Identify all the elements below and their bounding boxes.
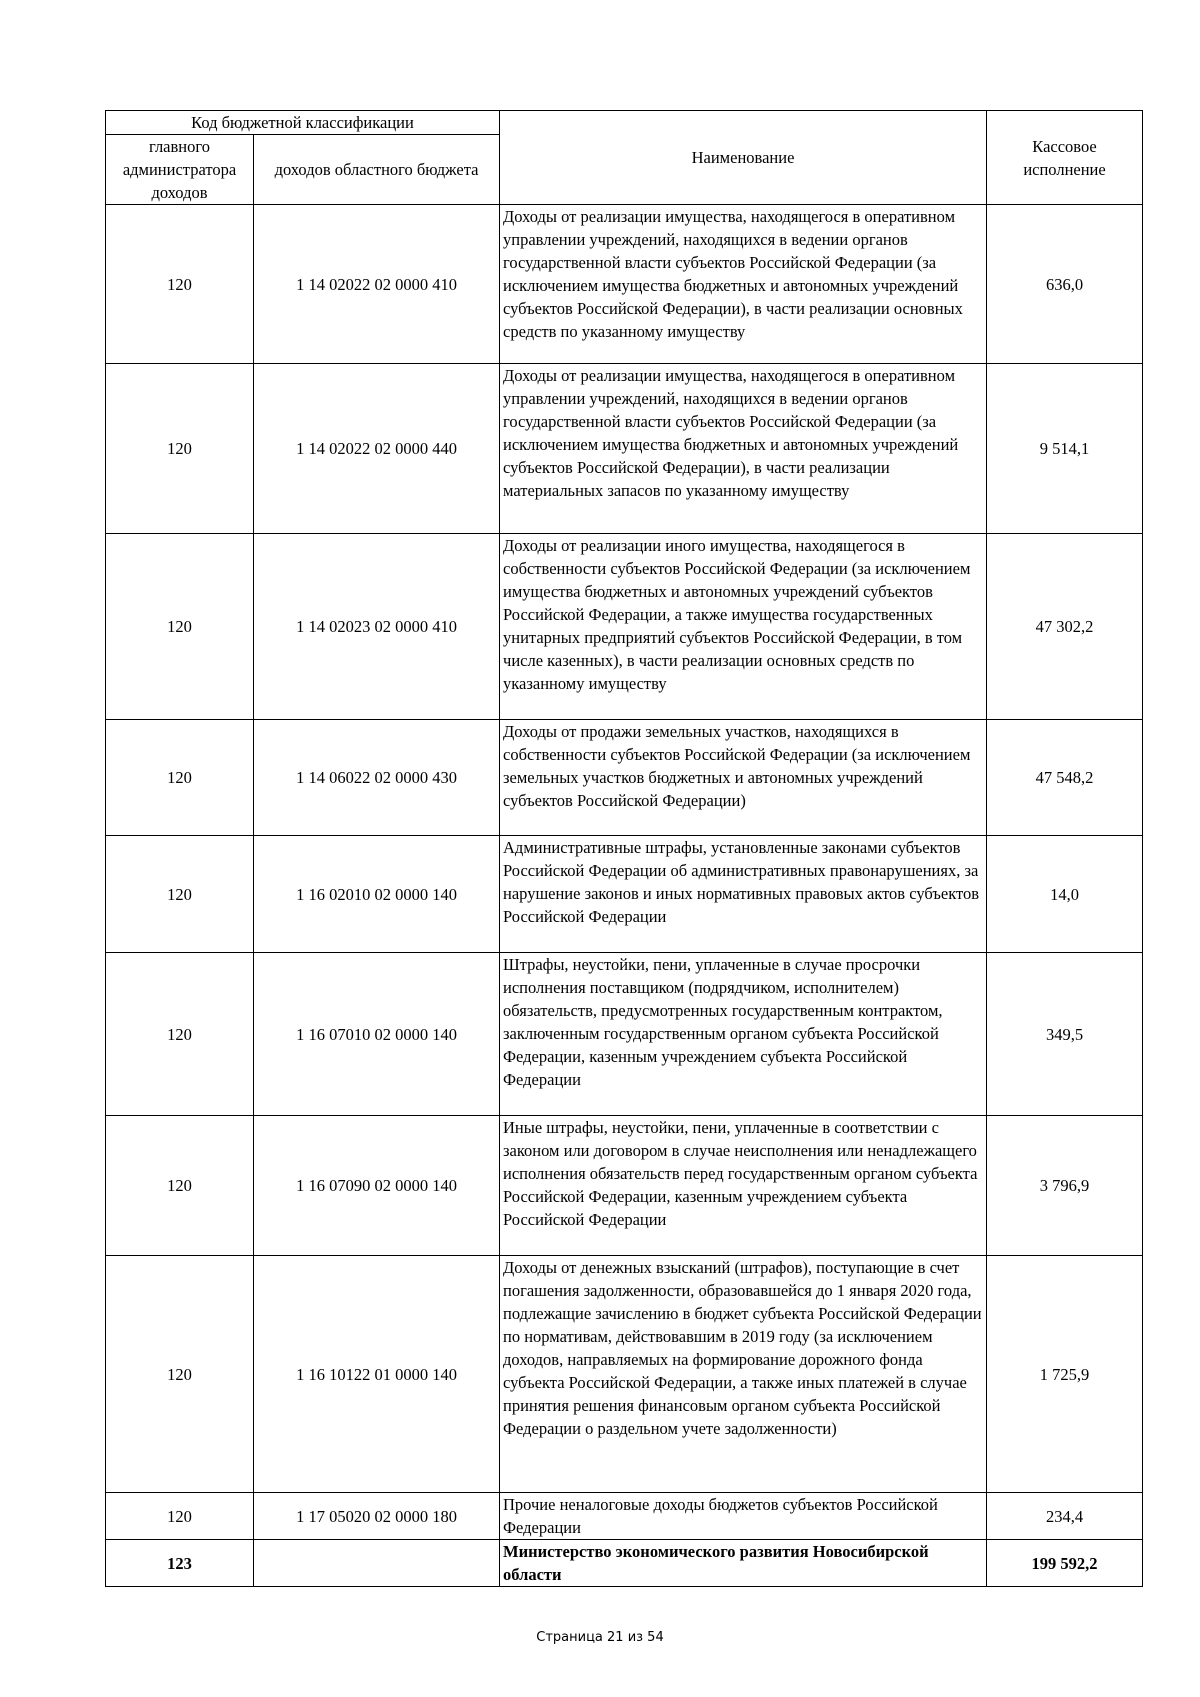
sum-cell: 349,5 (987, 953, 1143, 1116)
header-sum: Кассовое исполнение (987, 111, 1143, 205)
budget-code-cell: 1 14 06022 02 0000 430 (254, 720, 500, 836)
budget-code-cell: 1 16 02010 02 0000 140 (254, 836, 500, 953)
sum-cell: 3 796,9 (987, 1116, 1143, 1256)
admin-code-cell: 120 (106, 953, 254, 1116)
table-row (106, 720, 1143, 836)
table-row (106, 953, 1143, 1116)
name-cell: Доходы от реализации иного имущества, находящегося в собственности субъектов Российской Федерации (за исключением имущества бюджетных и автономных учреждений субъектов Российской Федерации, а также имущества государственных унитарных предприятий субъектов Российской Федерации, в том числе казенных), в части реализации основных средств по указанному имуществу (500, 534, 987, 720)
name-cell: Прочие неналоговые доходы бюджетов субъектов Российской Федерации (500, 1493, 987, 1540)
header-code: доходов областного бюджета (254, 135, 500, 205)
sum-cell: 234,4 (987, 1493, 1143, 1540)
table-row (106, 364, 1143, 534)
admin-code-cell: 120 (106, 205, 254, 364)
budget-code-cell: 1 16 10122 01 0000 140 (254, 1256, 500, 1493)
header-admin: главного администратора доходов (106, 135, 254, 205)
table-row (106, 1116, 1143, 1256)
budget-code-cell: 1 16 07090 02 0000 140 (254, 1116, 500, 1256)
total-admin-cell: 123 (106, 1540, 254, 1587)
admin-code-cell: 120 (106, 364, 254, 534)
name-cell: Доходы от денежных взысканий (штрафов), поступающие в счет погашения задолженности, образовавшейся до 1 января 2020 года, подлежащие зачислению в бюджет субъекта Российской Федерации по нормативам, действовавшим в 2019 году (за исключением доходов, направляемых на формирование дорожного фонда субъекта Российской Федерации, а также иных платежей в случае принятия решения финансовым органом субъекта Российской Федерации о раздельном учете задолженности) (500, 1256, 987, 1493)
name-cell: Доходы от реализации имущества, находящегося в оперативном управлении учреждений, находящихся в ведении органов государственной власти субъектов Российской Федерации (за исключением имущества бюджетных и автономных учреждений субъектов Российской Федерации), в части реализации материальных запасов по указанному имуществу (500, 364, 987, 534)
sum-cell: 9 514,1 (987, 364, 1143, 534)
budget-code-cell: 1 14 02023 02 0000 410 (254, 534, 500, 720)
sum-cell: 636,0 (987, 205, 1143, 364)
admin-code-cell: 120 (106, 836, 254, 953)
table-row (106, 1493, 1143, 1540)
sum-cell: 47 548,2 (987, 720, 1143, 836)
name-cell: Иные штрафы, неустойки, пени, уплаченные в соответствии с законом или договором в случае неисполнения или ненадлежащего исполнения обязательств перед государственным органом субъекта Российской Федерации, казенным учреждением субъекта Российской Федерации (500, 1116, 987, 1256)
admin-code-cell: 120 (106, 720, 254, 836)
sum-cell: 47 302,2 (987, 534, 1143, 720)
total-row (106, 1540, 1143, 1587)
budget-code-cell: 1 14 02022 02 0000 410 (254, 205, 500, 364)
total-name-cell: Министерство экономического развития Новосибирской области (500, 1540, 987, 1587)
budget-code-cell: 1 16 07010 02 0000 140 (254, 953, 500, 1116)
admin-code-cell: 120 (106, 1116, 254, 1256)
budget-code-cell: 1 17 05020 02 0000 180 (254, 1493, 500, 1540)
name-cell: Доходы от реализации имущества, находящегося в оперативном управлении учреждений, находящихся в ведении органов государственной власти субъектов Российской Федерации (за исключением имущества бюджетных и автономных учреждений субъектов Российской Федерации), в части реализации основных средств по указанному имуществу (500, 205, 987, 364)
admin-code-cell: 120 (106, 1256, 254, 1493)
name-cell: Доходы от продажи земельных участков, находящихся в собственности субъектов Российской Федерации (за исключением земельных участков бюджетных и автономных учреждений субъектов Российской Федерации) (500, 720, 987, 836)
name-cell: Административные штрафы, установленные законами субъектов Российской Федерации об административных правонарушениях, за нарушение законов и иных нормативных правовых актов субъектов Российской Федерации (500, 836, 987, 953)
admin-code-cell: 120 (106, 534, 254, 720)
table-row (106, 205, 1143, 364)
table-row (106, 836, 1143, 953)
budget-code-cell: 1 14 02022 02 0000 440 (254, 364, 500, 534)
name-cell: Штрафы, неустойки, пени, уплаченные в случае просрочки исполнения поставщиком (подрядчиком, исполнителем) обязательств, предусмотренных государственным контрактом, заключенным государственным органом субъекта Российской Федерации, казенным учреждением субъекта Российской Федерации (500, 953, 987, 1116)
total-sum-cell: 199 592,2 (987, 1540, 1143, 1587)
header-name: Наименование (500, 111, 987, 205)
admin-code-cell: 120 (106, 1493, 254, 1540)
total-code-cell (254, 1540, 500, 1587)
sum-cell: 1 725,9 (987, 1256, 1143, 1493)
header-row-group (106, 111, 1143, 135)
sum-cell: 14,0 (987, 836, 1143, 953)
budget-table (105, 110, 1143, 1587)
table-row (106, 1256, 1143, 1493)
header-group-label: Код бюджетной классификации (106, 111, 500, 135)
page-number: Страница 21 из 54 (536, 1630, 664, 1645)
table-row (106, 534, 1143, 720)
